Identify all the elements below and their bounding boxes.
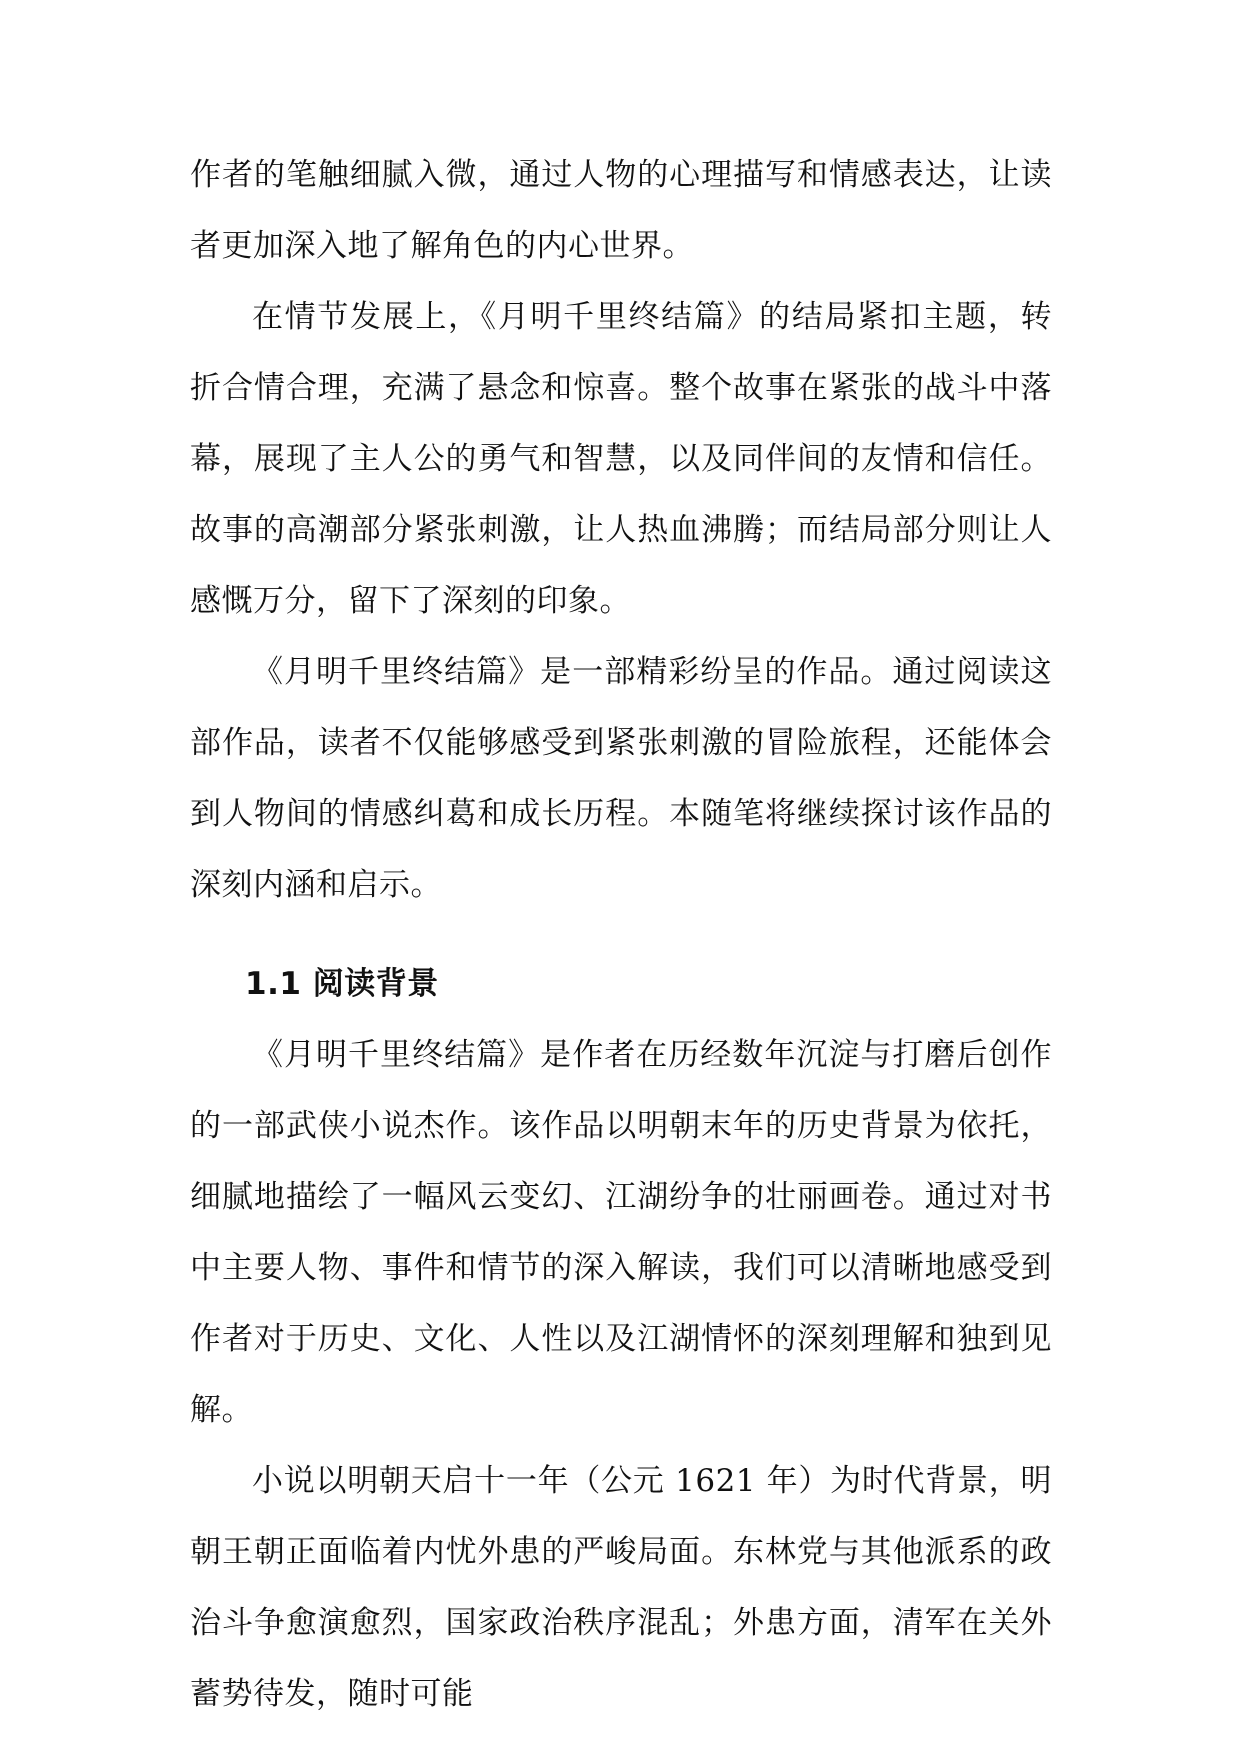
section-heading: 1.1 阅读背景 xyxy=(245,966,439,1002)
paragraph-plot-development: 在情节发展上，《月明千里终结篇》的结局紧扣主题，转折合情合理，充满了悬念和惊喜。整个故事在紧张的战斗中落幕，展现了主人公的勇气和智慧，以及同伴间的友情和信任。故事的高潮部分紧张刺激，让人热血沸腾；而结局部分则让人感慨万分，留下了深刻的印象。 xyxy=(190,299,1052,619)
document-body xyxy=(190,140,1052,1730)
paragraph-reading-background: 《月明千里终结篇》是作者在历经数年沉淀与打磨后创作的一部武侠小说杰作。该作品以明朝末年的历史背景为依托，细腻地描绘了一幅风云变幻、江湖纷争的壮丽画卷。通过对书中主要人物、事件和情节的深入解读，我们可以清晰地感受到作者对于历史、文化、人性以及江湖情怀的深刻理解和独到见解。 xyxy=(190,1037,1052,1428)
paragraph-historical-setting: 小说以明朝天启十一年（公元 1621 年）为时代背景，明朝王朝正面临着内忧外患的严峻局面。东林党与其他派系的政治斗争愈演愈烈，国家政治秩序混乱；外患方面，清军在关外蓄势待发，随时可能 xyxy=(190,1463,1052,1712)
paragraph-work-summary: 《月明千里终结篇》是一部精彩纷呈的作品。通过阅读这部作品，读者不仅能够感受到紧张刺激的冒险旅程，还能体会到人物间的情感纠葛和成长历程。本随笔将继续探讨该作品的深刻内涵和启示。 xyxy=(190,654,1052,903)
paragraph-continuation: 作者的笔触细腻入微，通过人物的心理描写和情感表达，让读者更加深入地了解角色的内心世界。 xyxy=(190,157,1052,264)
